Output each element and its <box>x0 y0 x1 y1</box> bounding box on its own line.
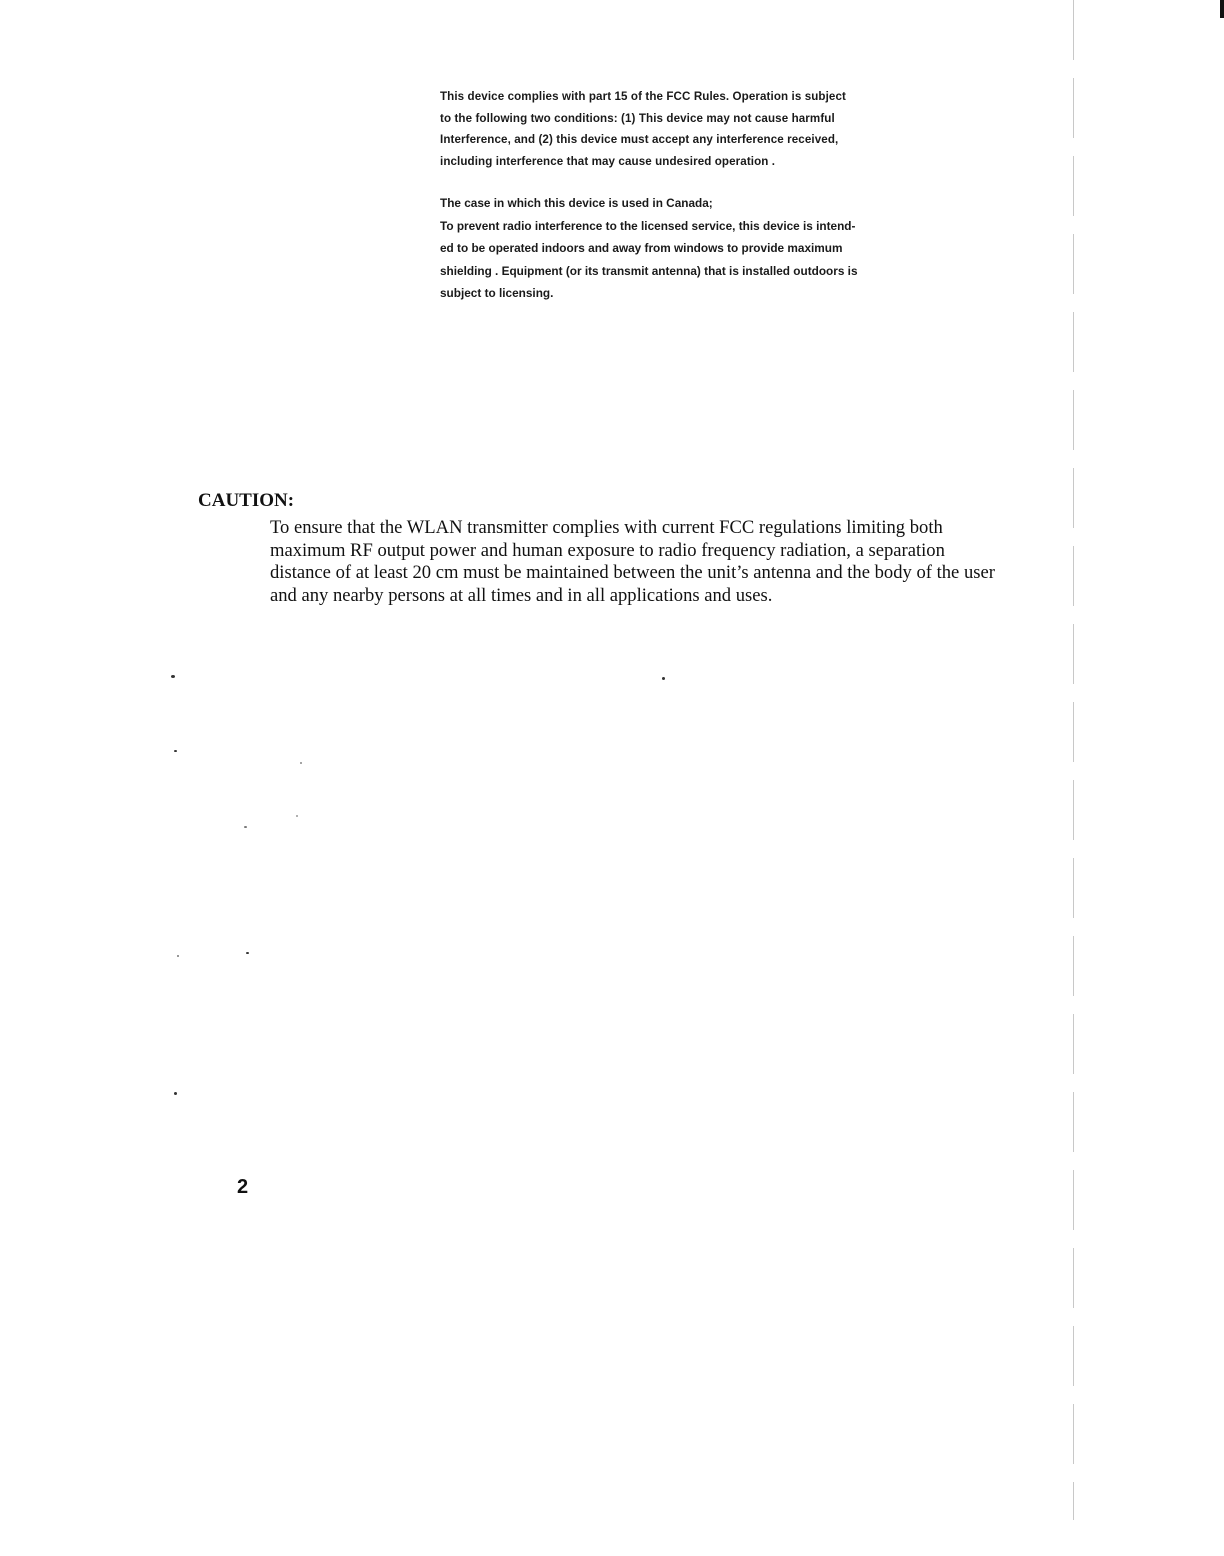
canada-notice-line: shielding . Equipment (or its transmit antenna) that is installed outdoors is <box>440 263 858 278</box>
fcc-compliance-notice <box>440 86 940 172</box>
fcc-notice-line: This device complies with part 15 of the FCC Rules. Operation is subject <box>440 90 846 103</box>
canada-notice-line: ed to be operated indoors and away from windows to provide maximum <box>440 241 843 255</box>
scan-speck <box>662 677 665 680</box>
scan-speck <box>174 1092 177 1095</box>
caution-heading: CAUTION: <box>198 490 295 511</box>
scan-speck <box>296 815 298 817</box>
scan-corner-mark <box>1220 0 1224 18</box>
fcc-notice-line: Interference, and (2) this device must accept any interference received, <box>440 133 839 146</box>
caution-text-line: To ensure that the WLAN transmitter complies with current FCC regulations limiting both <box>270 517 943 538</box>
caution-text-line: and any nearby persons at all times and in all applications and uses. <box>270 584 773 606</box>
margin-rule <box>1073 0 1074 1520</box>
canada-notice-line: subject to licensing. <box>440 286 554 300</box>
scan-speck <box>174 750 177 752</box>
canada-notice <box>440 192 940 305</box>
caution-text-line: maximum RF output power and human exposure to radio frequency radiation, a separation <box>270 539 945 561</box>
caution-text <box>270 517 1070 607</box>
canada-notice-line: To prevent radio interference to the licensed service, this device is intend- <box>440 218 856 233</box>
scan-speck <box>246 952 249 954</box>
fcc-notice-line: including interference that may cause undesired operation . <box>440 154 776 168</box>
page-number: 2 <box>237 1176 249 1198</box>
canada-notice-line: The case in which this device is used in Canada; <box>440 196 713 210</box>
scan-speck <box>300 762 302 764</box>
scan-speck <box>244 826 247 828</box>
scan-speck <box>171 675 175 678</box>
fcc-notice-line: to the following two conditions: (1) This device may not cause harmful <box>440 111 835 125</box>
scan-speck <box>177 955 179 957</box>
caution-text-line: distance of at least 20 cm must be maintained between the unit’s antenna and the body of the user <box>270 562 995 583</box>
